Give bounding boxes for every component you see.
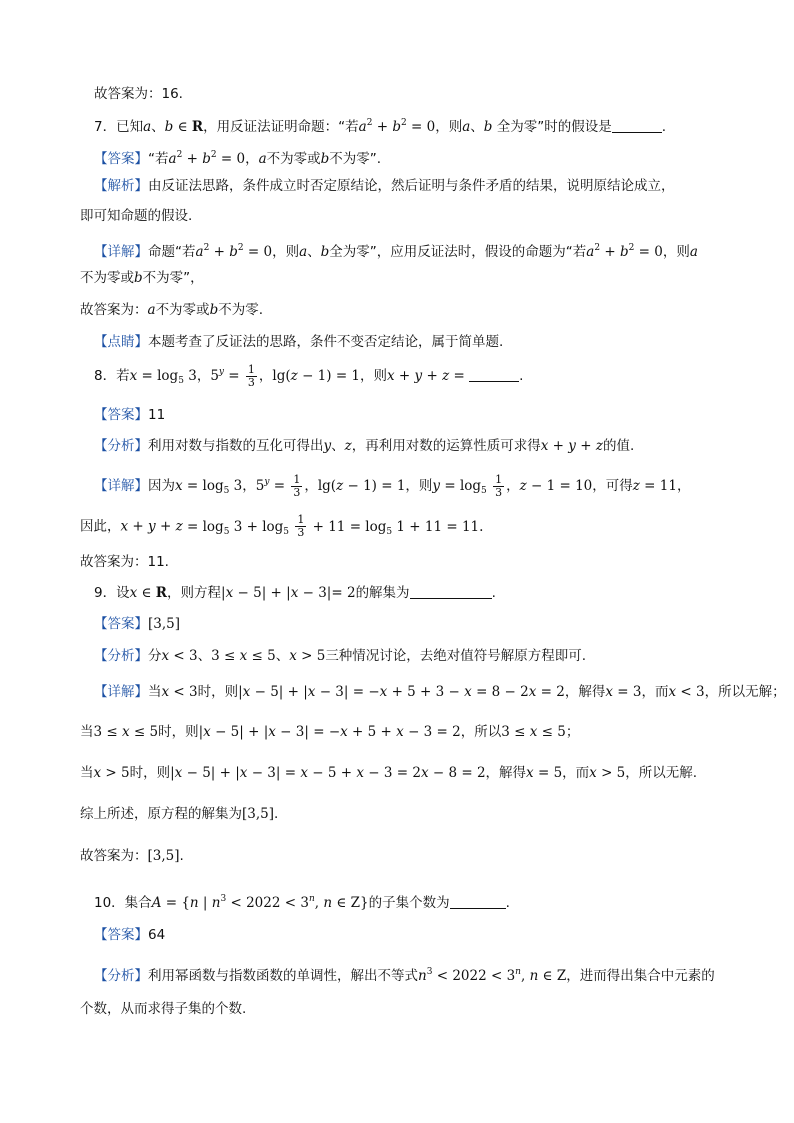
question-7: 7．已知a、b ∈ R，用反证法证明命题：“若$a^2 + b^2 = 0$，则a、b 全为零”时的假设是 . (94, 118, 667, 135)
answer-9: 【答案】[3,5] (94, 616, 181, 632)
detail-7-line2: 不为零或b不为零”， (80, 270, 204, 286)
question-10: 10．集合A = {n | $n^3 < 2022 < 3^n$, n ∈ Z}的子集个数为 . (94, 894, 510, 911)
comment-tag: 【点睛】 (94, 334, 148, 350)
answer-8: 【答案】11 (94, 407, 166, 423)
analysis-10-line1: 【分析】利用幂函数与指数函数的单调性，解出不等式$n^3 < 2022 < 3^n$, n ∈ Z，进而得出集合中元素的 (94, 967, 715, 984)
answer-7: 【答案】“若$a^2 + b^2 = 0$，a不为零或b不为零”. (94, 150, 382, 167)
detail-9-row3: 当x > 5时，则|x − 5| + |x − 3| = x − 5 + x − 3 = 2x − 8 = 2，解得x = 5，而x > 5，所以无解. (80, 765, 698, 781)
answer-text: 故答案为：16. (94, 86, 183, 102)
comment-7: 【点睛】本题考查了反证法的思路，条件不变否定结论，属于简单题. (94, 334, 504, 350)
detail-9-row2: 当3 ≤ x ≤ 5时，则|x − 5| + |x − 3| = −x + 5 + x − 3 = 2，所以3 ≤ x ≤ 5； (80, 724, 580, 740)
answer-blank (410, 585, 492, 599)
detail-7-line1: 【详解】命题“若$a^2 + b^2 = 0$，则a、b全为零”，应用反证法时，假设的命题为“若$a^2 + b^2 = 0$，则a (94, 243, 698, 260)
analysis-7-line2: 即可知命题的假设. (80, 208, 193, 224)
final-9: 故答案为：[3,5]. (80, 848, 184, 864)
analysis-10-line2: 个数，从而求得子集的个数. (80, 1001, 247, 1017)
question-8: 8．若$x = \log_5 3$，$5^y$ = $\frac{1}{3}$ ，lg(z − 1) = 1，则x + y + z = . (94, 362, 524, 389)
detail-8-line2: 因此，$x + y + z = \log_5 3 + \log_5$ $\frac{1}{3}$ + $11 = \log_5 1 + 11 = 11$. (80, 513, 484, 539)
answer-blank (469, 368, 519, 382)
answer-line-q6 (94, 84, 704, 104)
analysis-7-line1: 【解析】由反证法思路，条件成立时否定原结论，然后证明与条件矛盾的结果，说明原结论成立， (94, 178, 675, 194)
question-9: 9．设x ∈ R，则方程|x − 5| + |x − 3|= 2的解集为 . (94, 585, 496, 601)
detail-9-row1: 【详解】当x < 3时，则|x − 5| + |x − 3| = −x + 5 + 3 − x = 8 − 2x = 2，解得x = 3，而x < 3，所以无解； (94, 684, 786, 700)
final-7: 故答案为：a不为零或b不为零. (80, 302, 264, 318)
analysis-9: 【分析】分x < 3、3 ≤ x ≤ 5、x > 5三种情况讨论，去绝对值符号解原方程即可. (94, 648, 587, 664)
answer-blank (612, 119, 662, 133)
answer-10: 【答案】64 (94, 927, 166, 943)
analysis-tag: 【解析】 (94, 178, 148, 194)
analysis-8: 【分析】利用对数与指数的互化可得出y、z，再利用对数的运算性质可求得x + y + z的值. (94, 438, 635, 454)
detail-8-line1: 【详解】因为$x = \log_5 3$，$5^y$ = $\frac{1}{3}$ ，lg(z − 1) = 1，则$y = \log_5$ $\frac{1}{3}$ ，z − 1 = 10，可得z = 11， (94, 472, 691, 499)
final-8: 故答案为：11. (80, 554, 169, 570)
detail-9-row4: 综上所述，原方程的解集为[3,5]. (80, 806, 279, 822)
detail-tag: 【详解】 (94, 244, 148, 260)
answer-tag: 【答案】 (94, 151, 148, 167)
answer-blank (450, 895, 506, 909)
